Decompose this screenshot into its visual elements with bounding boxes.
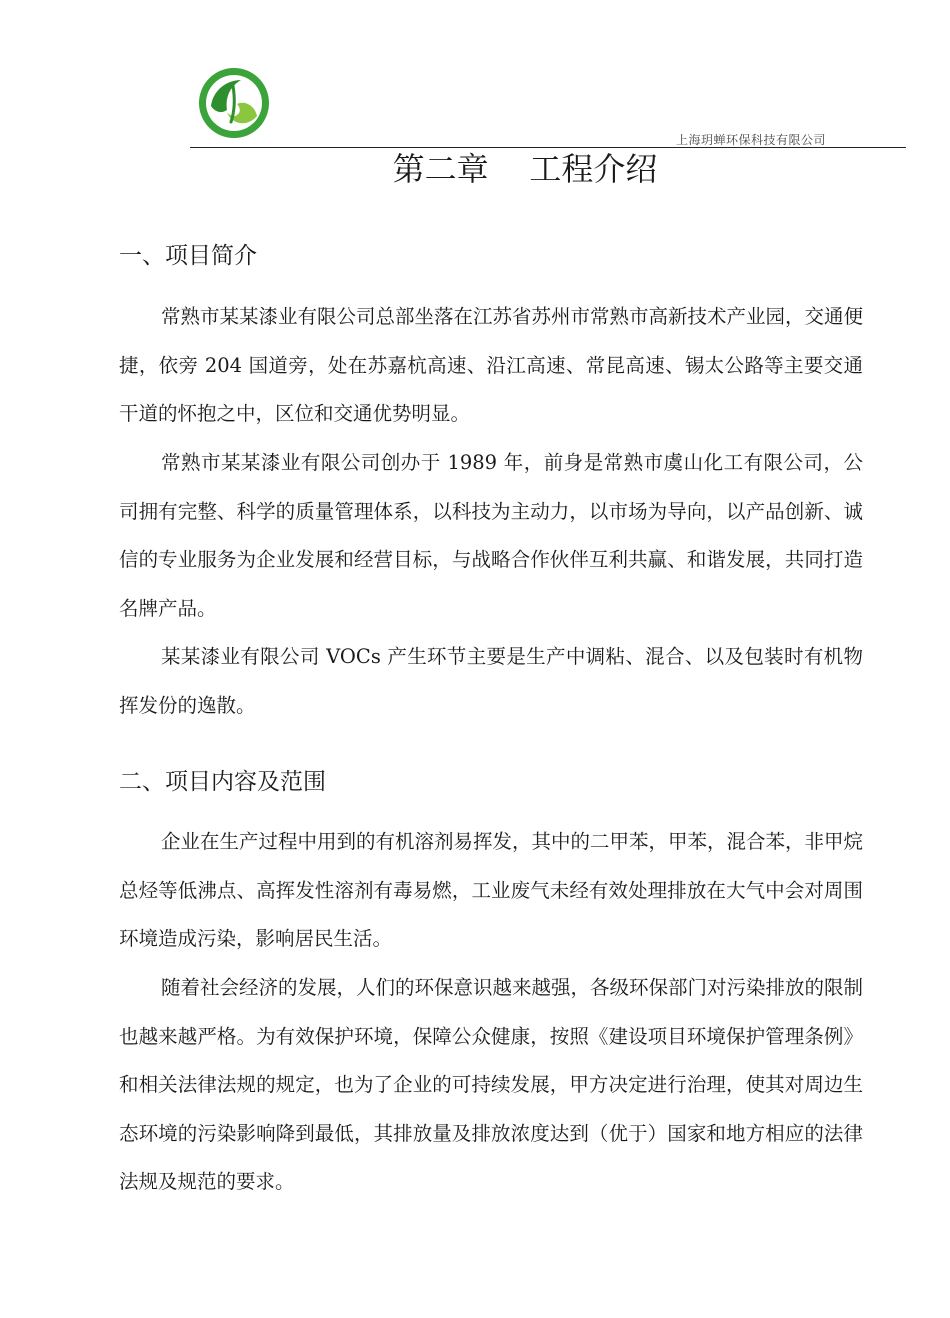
section-heading-project-intro: 一、项目简介 — [119, 243, 257, 269]
paragraph: 随着社会经济的发展，人们的环保意识越来越强，各级环保部门对污染排放的限制也越来越严格。为有效保护环境，保障公众健康，按照《建设项目环境保护管理条例》和相关法律法规的规定，也为了企业的可持续发展，甲方决定进行治理，使其对周边生态环境的污染影响降到最低，其排放量及排放浓度达到（优于）国家和地方相应的法律法规及规范的要求。 — [119, 976, 864, 1194]
section-heading-project-scope: 二、项目内容及范围 — [119, 769, 326, 795]
leaf-circle-logo-icon — [197, 66, 271, 140]
paragraph: 常熟市某某漆业有限公司总部坐落在江苏省苏州市常熟市高新技术产业园，交通便捷，依旁 204 国道旁，处在苏嘉杭高速、沿江高速、常昆高速、锡太公路等主要交通干道的怀抱之中，区位和交通优势明显。 — [119, 305, 864, 426]
paragraph: 某某漆业有限公司 VOCs 产生环节主要是生产中调粘、混合、以及包装时有机物挥发份的逸散。 — [119, 645, 863, 717]
paragraph: 常熟市某某漆业有限公司创办于 1989 年，前身是常熟市虞山化工有限公司，公司拥有完整、科学的质量管理体系，以科技为主动力，以市场为导向，以产品创新、诚信的专业服务为企业发展和经营目标，与战略合作伙伴互利共赢、和谐发展，共同打造名牌产品。 — [119, 451, 863, 620]
company-logo — [197, 66, 271, 140]
chapter-title: 第二章 工程介绍 — [392, 150, 658, 188]
paragraph: 企业在生产过程中用到的有机溶剂易挥发，其中的二甲苯，甲苯，混合苯，非甲烷总烃等低沸点、高挥发性溶剂有毒易燃，工业废气未经有效处理排放在大气中会对周围环境造成污染，影响居民生活。 — [119, 830, 864, 951]
header-company-name: 上海玥蝉环保科技有限公司 — [676, 133, 827, 147]
